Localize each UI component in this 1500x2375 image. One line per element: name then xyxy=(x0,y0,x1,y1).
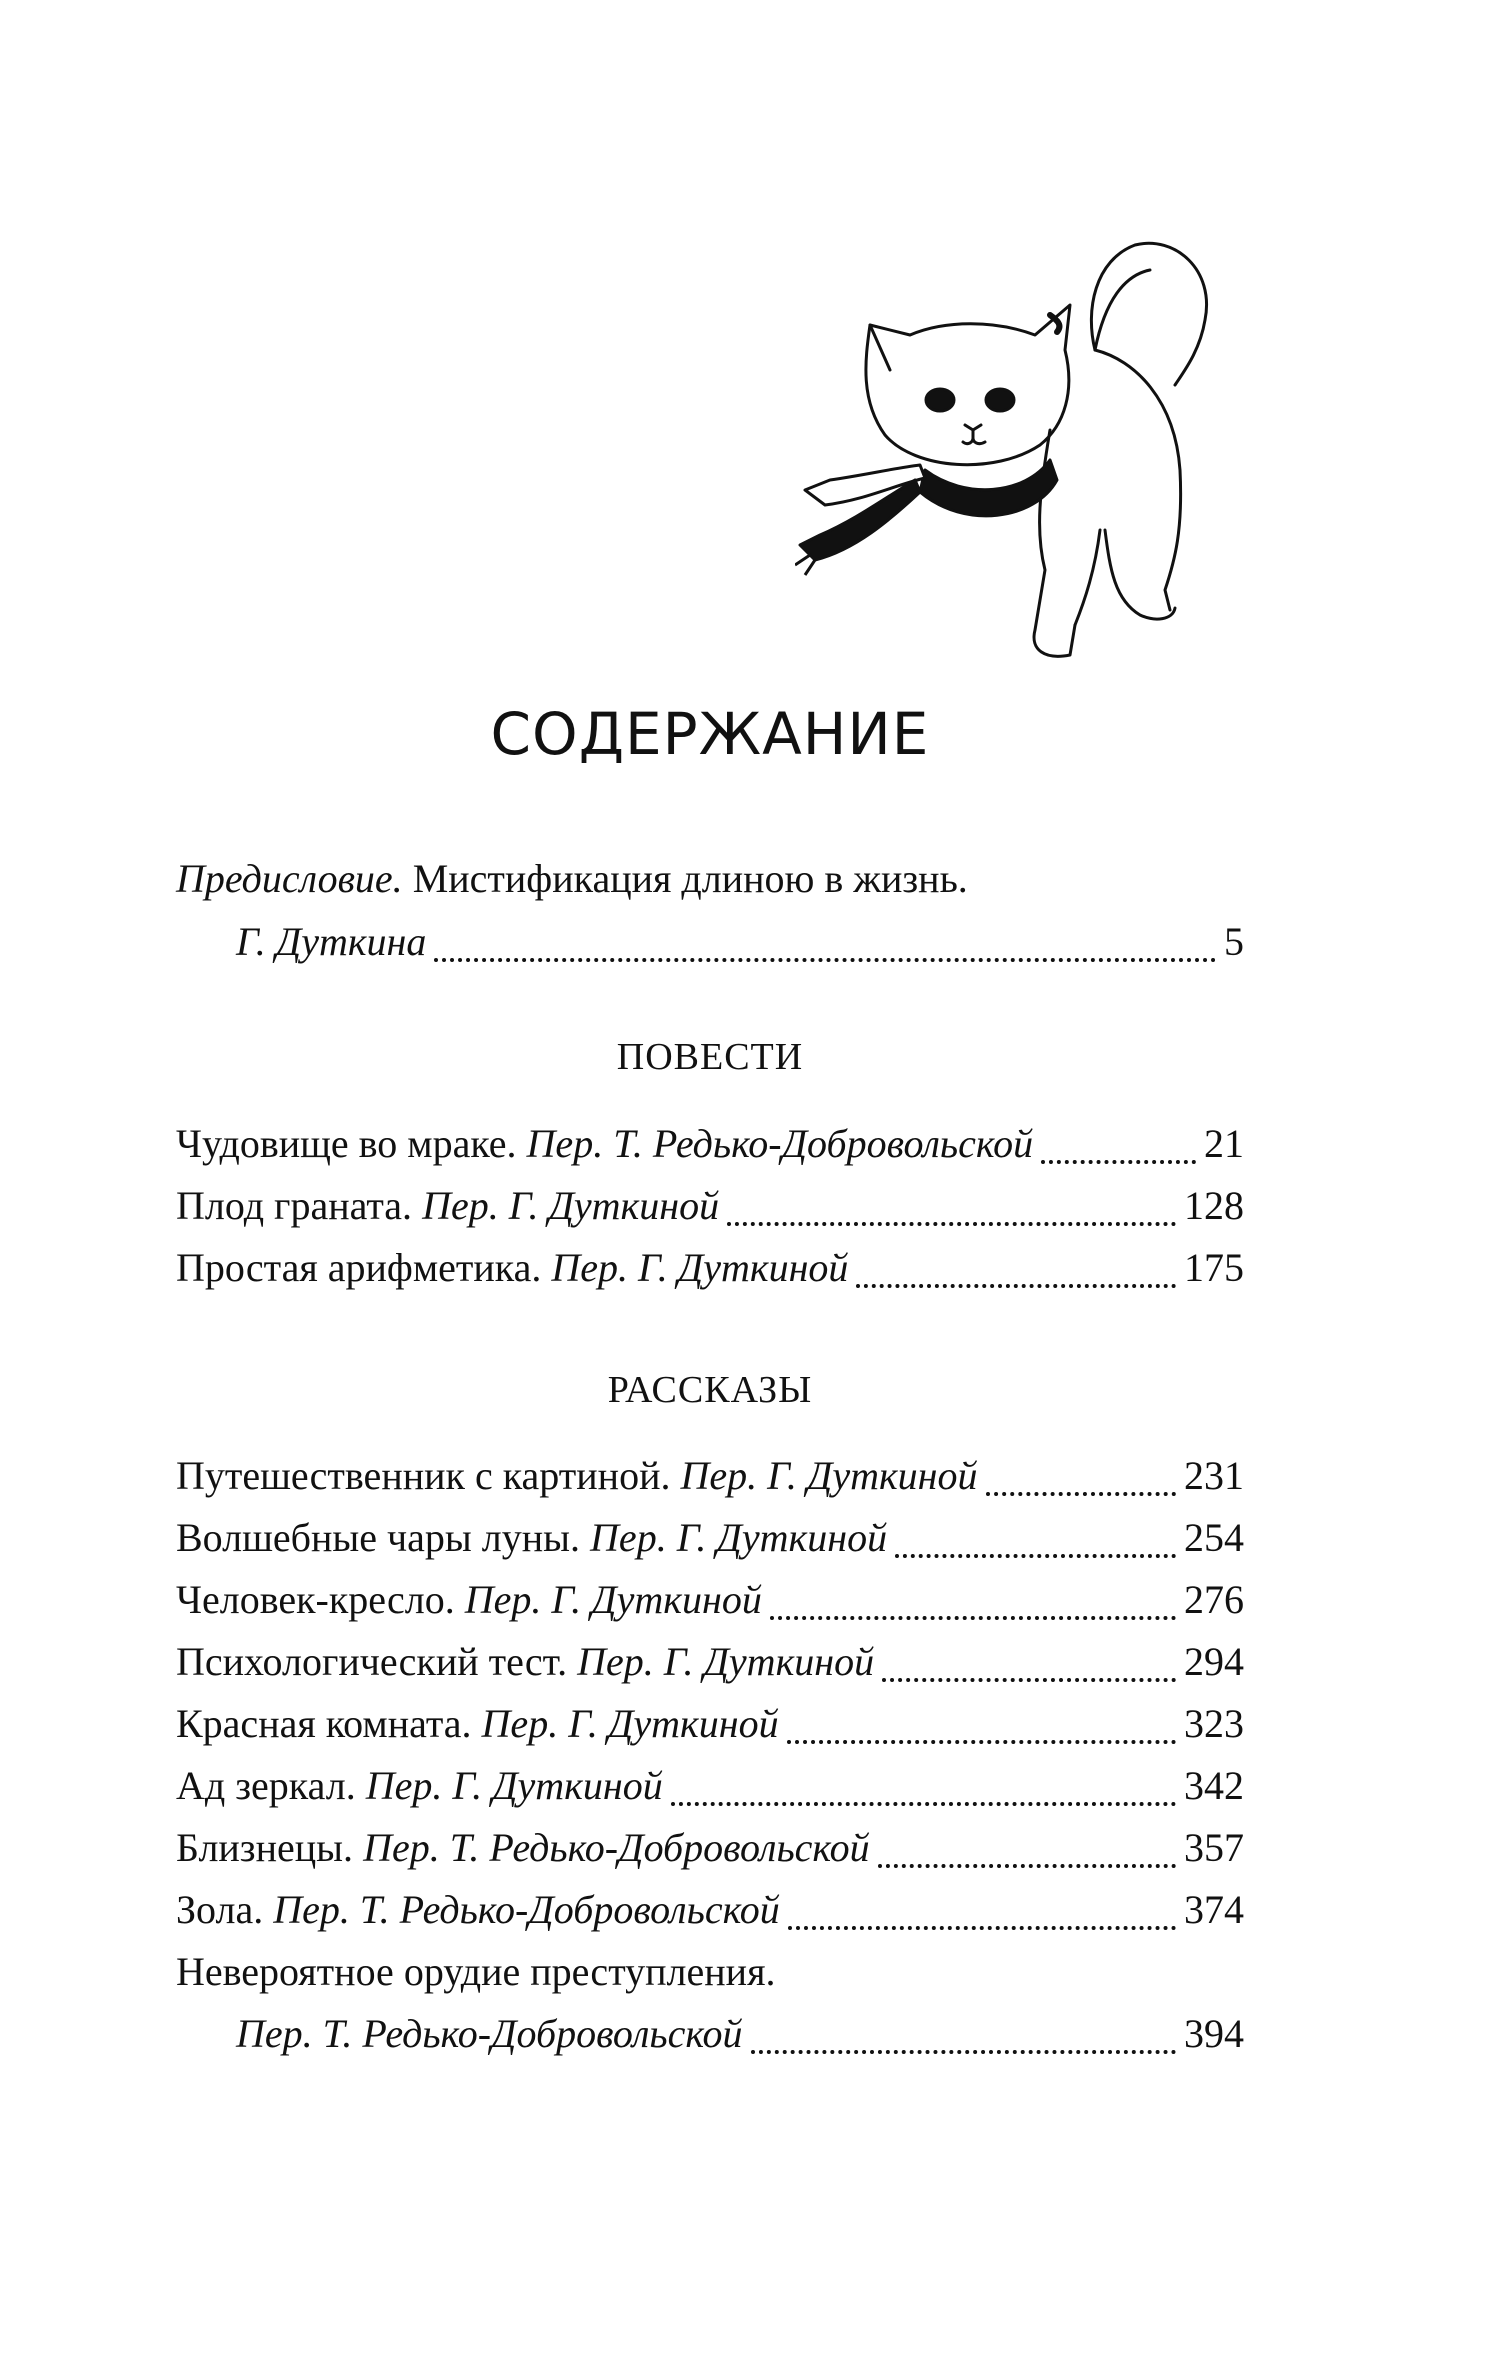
toc-entry-line-2 xyxy=(236,2010,1244,2066)
dot-leader xyxy=(895,1554,1176,1558)
dot-leader xyxy=(986,1492,1176,1496)
page-number: 276 xyxy=(1184,1577,1244,1622)
entry-title: Чудовище во мраке. xyxy=(176,1121,517,1166)
preface-line-1 xyxy=(176,855,1244,911)
page-number: 128 xyxy=(1184,1183,1244,1228)
dot-leader xyxy=(1041,1160,1196,1164)
entry-translator: Пер. Г. Дуткиной xyxy=(365,1763,663,1808)
entry-translator: Пер. Т. Редько-Добровольской xyxy=(526,1121,1034,1166)
page-number: 294 xyxy=(1184,1639,1244,1684)
toc-entry xyxy=(176,1824,1244,1880)
entry-title: Красная комната. xyxy=(176,1701,472,1746)
entry-translator: Пер. Г. Дуткиной xyxy=(422,1183,720,1228)
entry-title: Путешественник с картиной. xyxy=(176,1453,671,1498)
page-number: 254 xyxy=(1184,1515,1244,1560)
toc-entry xyxy=(176,1120,1244,1176)
toc-entry xyxy=(176,1762,1244,1818)
page-title: СОДЕРЖАНИЕ xyxy=(490,700,930,768)
dot-leader xyxy=(727,1222,1176,1226)
entry-translator: Пер. Г. Дуткиной xyxy=(464,1577,762,1622)
page-number: 357 xyxy=(1184,1825,1244,1870)
entry-title: Невероятное орудие преступления. xyxy=(176,1949,776,1994)
toc-entry xyxy=(176,1514,1244,1570)
toc-entry xyxy=(176,1700,1244,1756)
dot-leader xyxy=(788,1926,1176,1930)
toc-entry xyxy=(176,1244,1244,1300)
toc-entry-line-1 xyxy=(176,1948,1244,2004)
preface-line-2 xyxy=(236,918,1244,974)
entry-translator: Пер. Т. Редько-Добровольской xyxy=(363,1825,870,1870)
entry-title: Близнецы. xyxy=(176,1825,354,1870)
section-heading: РАССКАЗЫ xyxy=(607,1369,813,1411)
page-number: 5 xyxy=(1224,919,1244,964)
toc-entry xyxy=(176,1638,1244,1694)
page-number: 374 xyxy=(1184,1887,1244,1932)
page-number: 394 xyxy=(1184,2011,1244,2056)
dot-leader xyxy=(434,958,1216,962)
entry-translator: Пер. Т. Редько-Добровольской xyxy=(273,1887,780,1932)
entry-title: Ад зеркал. xyxy=(176,1763,356,1808)
dot-leader xyxy=(878,1864,1176,1868)
dot-leader xyxy=(751,2050,1176,2054)
entry-translator: Пер. Г. Дуткиной xyxy=(577,1639,875,1684)
dot-leader xyxy=(671,1802,1176,1806)
entry-title: Плод граната. xyxy=(176,1183,413,1228)
entry-translator: Пер. Т. Редько-Добровольской xyxy=(236,2011,743,2056)
section-heading: ПОВЕСТИ xyxy=(616,1036,804,1078)
cat-with-scarf-illustration xyxy=(795,230,1235,670)
entry-title: Психологический тест. xyxy=(176,1639,568,1684)
toc-entry xyxy=(176,1576,1244,1632)
toc-entry xyxy=(176,1886,1244,1942)
page-number: 323 xyxy=(1184,1701,1244,1746)
page-number: 342 xyxy=(1184,1763,1244,1808)
toc-entry xyxy=(176,1452,1244,1508)
entry-translator: Пер. Г. Дуткиной xyxy=(590,1515,888,1560)
dot-leader xyxy=(882,1678,1176,1682)
page-number: 21 xyxy=(1204,1121,1244,1166)
entry-title: Человек-кресло. xyxy=(176,1577,455,1622)
toc-entry xyxy=(176,1182,1244,1238)
entry-title: Простая арифметика. xyxy=(176,1245,542,1290)
entry-title: Волшебные чары луны. xyxy=(176,1515,581,1560)
page-number: 175 xyxy=(1184,1245,1244,1290)
preface-author: Г. Дуткина xyxy=(236,919,427,964)
dot-leader xyxy=(787,1740,1176,1744)
page-number: 231 xyxy=(1184,1453,1244,1498)
preface-text: Мистификация длиною в жизнь. xyxy=(412,856,968,901)
dot-leader xyxy=(770,1616,1176,1620)
dot-leader xyxy=(856,1284,1176,1288)
entry-translator: Пер. Г. Дуткиной xyxy=(481,1701,779,1746)
entry-title: Зола. xyxy=(176,1887,264,1932)
preface-label: Предисловие. xyxy=(176,856,403,901)
entry-translator: Пер. Г. Дуткиной xyxy=(680,1453,978,1498)
entry-translator: Пер. Г. Дуткиной xyxy=(551,1245,849,1290)
